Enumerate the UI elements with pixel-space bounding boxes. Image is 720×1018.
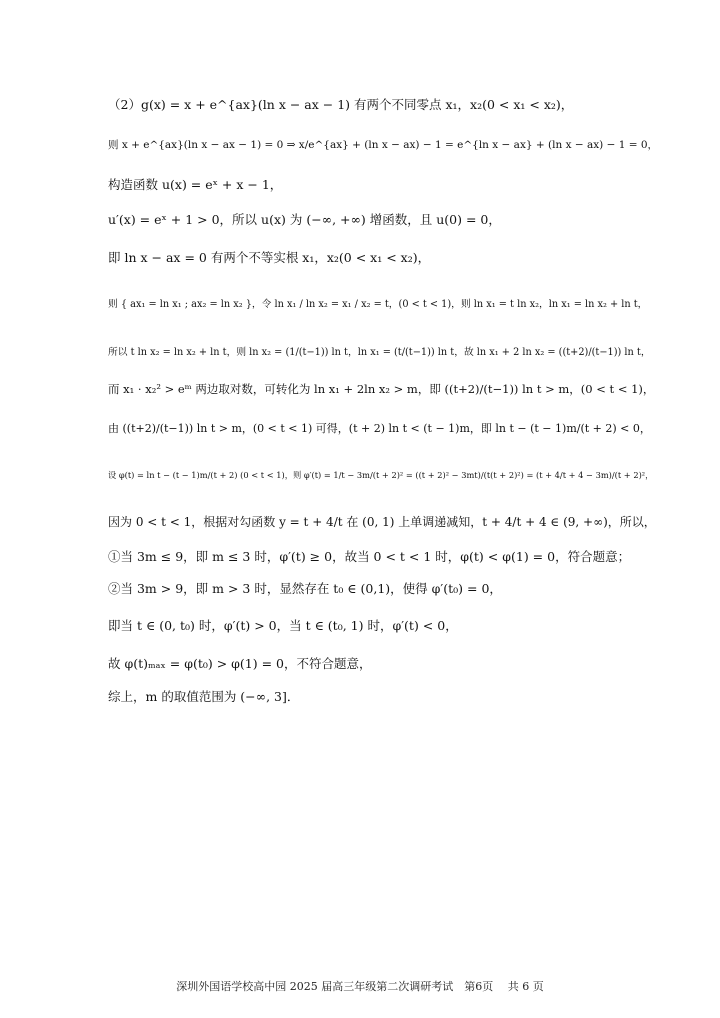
solution-line: 而 x₁ · x₂² > eᵐ 两边取对数，可转化为 ln x₁ + 2ln x₂ > m，即 ((t+2)/(t−1)) ln t > m，(0 < t < 1)，: [108, 382, 655, 396]
solution-line: 则 { ax₁ = ln x₁ ; ax₂ = ln x₂ }，令 ln x₁ / ln x₂ = x₁ / x₂ = t，(0 < t < 1)，则 ln x₁ = t ln x₂，ln x₁ = ln x₂ + ln t，: [108, 299, 648, 310]
page-footer: 深圳外国语学校高中园 2025 届高三年级第二次调研考试 第6页 共 6 页: [176, 980, 544, 993]
solution-line: 则 x + e^{ax}(ln x − ax − 1) = 0 ⇒ x/e^{ax} + (ln x − ax) − 1 = e^{ln x − ax} + (ln x − ax) − 1 = 0，: [108, 139, 659, 151]
solution-line: u′(x) = eˣ + 1 > 0，所以 u(x) 为 (−∞, +∞) 增函数，且 u(0) = 0，: [108, 212, 501, 227]
solution-line: 综上，m 的取值范围为 (−∞, 3]．: [108, 689, 300, 704]
solution-line: 因为 0 < t < 1，根据对勾函数 y = t + 4/t 在 (0, 1) 上单调递减知，t + 4/t + 4 ∈ (9, +∞)，所以，: [108, 515, 656, 529]
solution-line: 构造函数 u(x) = eˣ + x − 1，: [108, 177, 283, 192]
solution-line: 所以 t ln x₂ = ln x₂ + ln t，则 ln x₂ = (1/(t−1)) ln t，ln x₁ = (t/(t−1)) ln t，故 ln x₁ + 2 ln x₂ = ((t+2)/(t−1)) ln t，: [108, 347, 651, 358]
solution-line: ①当 3m ≤ 9，即 m ≤ 3 时，φ′(t) ≥ 0，故当 0 < t < 1 时，φ(t) < φ(1) = 0，符合题意；: [108, 549, 631, 564]
solution-line: 即当 t ∈ (0, t₀) 时，φ′(t) > 0，当 t ∈ (t₀, 1) 时，φ′(t) < 0，: [108, 618, 458, 633]
solution-line: 由 ((t+2)/(t−1)) ln t > m，(0 < t < 1) 可得，(t + 2) ln t < (t − 1)m，即 ln t − (t − 1)m/(t + 2) < 0，: [108, 422, 651, 435]
solution-line: （2）g(x) = x + e^{ax}(ln x − ax − 1) 有两个不同零点 x₁，x₂(0 < x₁ < x₂)，: [108, 97, 574, 112]
solution-line: 即 ln x − ax = 0 有两个不等实根 x₁，x₂(0 < x₁ < x₂)，: [108, 250, 431, 265]
solution-line: 故 φ(t)ₘₐₓ = φ(t₀) > φ(1) = 0，不符合题意，: [108, 656, 372, 671]
solution-line: ②当 3m > 9，即 m > 3 时，显然存在 t₀ ∈ (0,1)，使得 φ′(t₀) = 0，: [108, 581, 502, 596]
solution-line: 设 φ(t) = ln t − (t − 1)m/(t + 2) (0 < t < 1)，则 φ′(t) = 1/t − 3m/(t + 2)² = ((t + 2)² − 3mt)/(t(t + 2)²) = (t + 4/t + 4 − 3m)/(t + 2)²，: [108, 470, 654, 480]
